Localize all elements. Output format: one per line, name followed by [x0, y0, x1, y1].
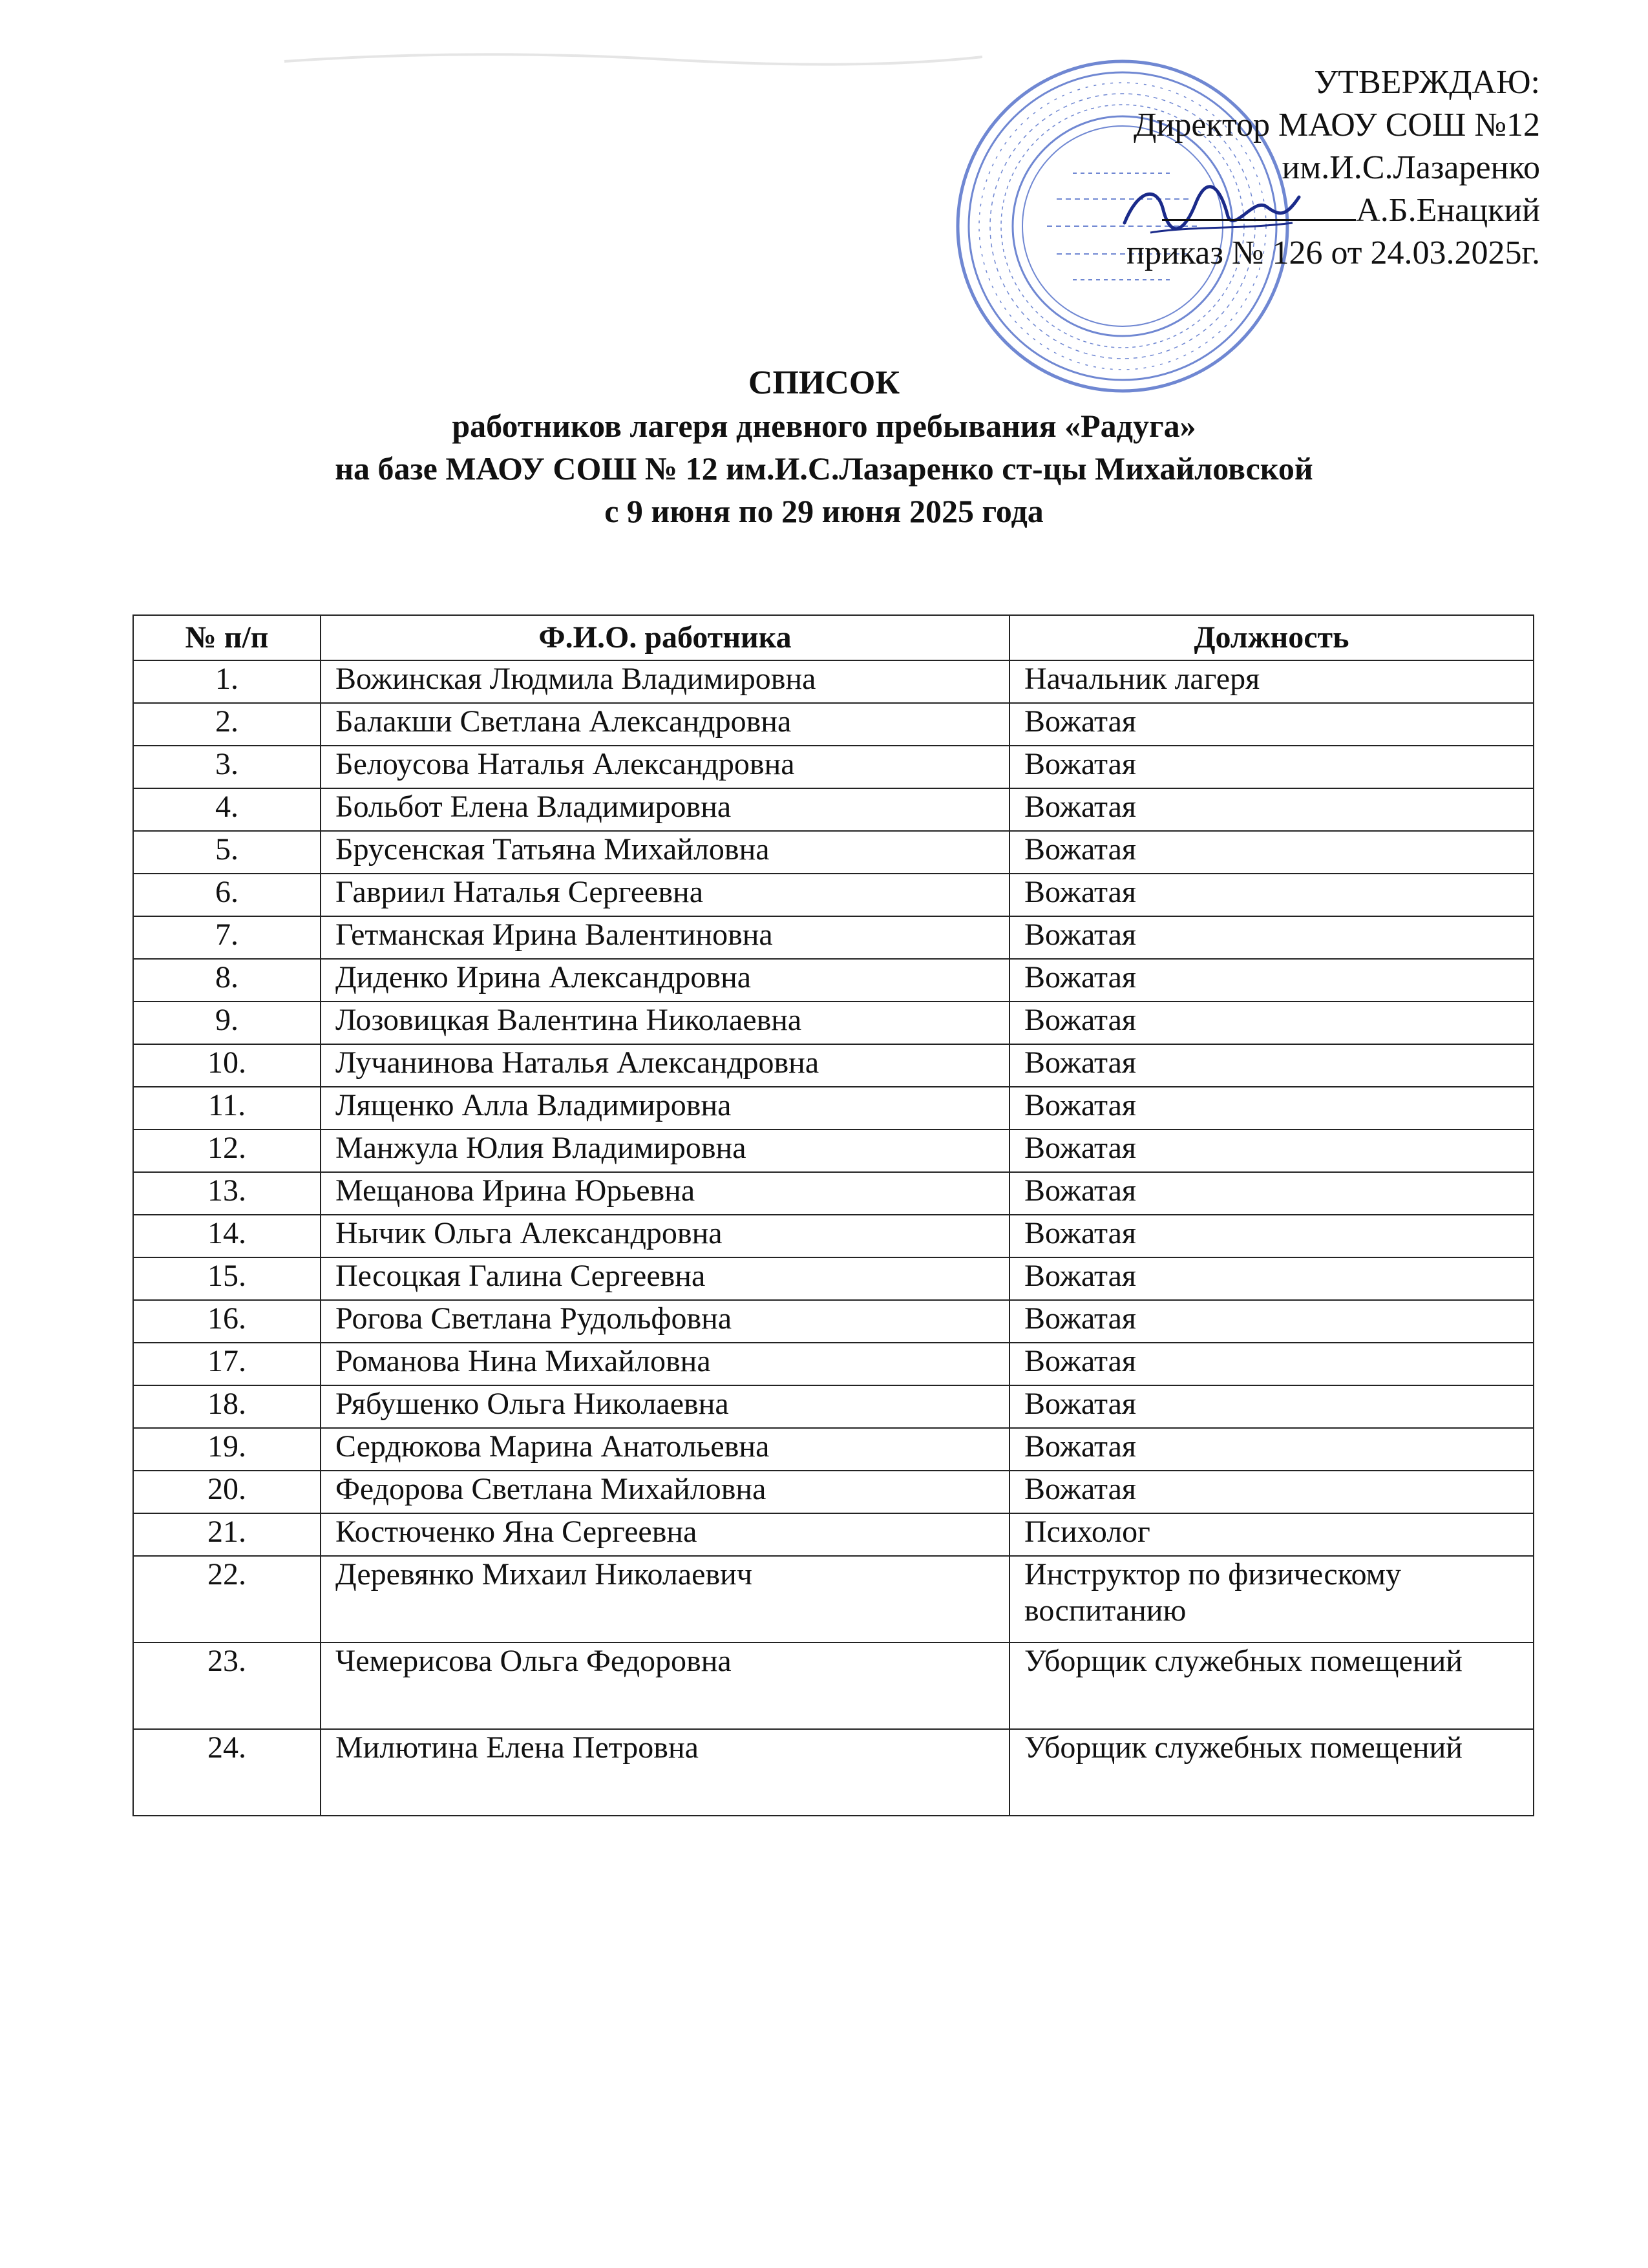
row-number: 23. — [133, 1643, 321, 1729]
row-number: 22. — [133, 1556, 321, 1643]
table-row — [133, 831, 1534, 874]
row-name: Гавриил Наталья Сергеевна — [321, 874, 1009, 916]
row-name: Федорова Светлана Михайловна — [321, 1471, 1009, 1513]
table-row — [133, 1471, 1534, 1513]
row-name: Белоусова Наталья Александровна — [321, 746, 1009, 788]
approval-signatory-line — [958, 189, 1540, 232]
row-position: Уборщик служебных помещений — [1009, 1729, 1534, 1816]
row-number: 17. — [133, 1343, 321, 1385]
row-name: Костюченко Яна Сергеевна — [321, 1513, 1009, 1556]
document-title-block — [0, 362, 1648, 532]
row-name: Лященко Алла Владимировна — [321, 1087, 1009, 1129]
approval-order: приказ № 126 от 24.03.2025г. — [1126, 235, 1540, 271]
row-name: Лозовицкая Валентина Николаевна — [321, 1002, 1009, 1044]
row-position: Вожатая — [1009, 1129, 1534, 1172]
approval-position: Директор МАОУ СОШ №12 — [1134, 107, 1540, 143]
row-position: Вожатая — [1009, 1002, 1534, 1044]
table-row — [133, 874, 1534, 916]
table-row — [133, 1087, 1534, 1129]
row-number: 10. — [133, 1044, 321, 1087]
row-name: Вожинская Людмила Владимировна — [321, 660, 1009, 703]
table-row — [133, 916, 1534, 959]
row-position: Начальник лагеря — [1009, 660, 1534, 703]
row-name: Песоцкая Галина Сергеевна — [321, 1257, 1009, 1300]
row-number: 19. — [133, 1428, 321, 1471]
row-number: 21. — [133, 1513, 321, 1556]
row-name: Рябушенко Ольга Николаевна — [321, 1385, 1009, 1428]
row-number: 6. — [133, 874, 321, 916]
table-row — [133, 1129, 1534, 1172]
row-position: Вожатая — [1009, 874, 1534, 916]
row-number: 13. — [133, 1172, 321, 1215]
table-row — [133, 1215, 1534, 1257]
row-number: 11. — [133, 1087, 321, 1129]
row-name: Балакши Светлана Александровна — [321, 703, 1009, 746]
row-position: Вожатая — [1009, 1300, 1534, 1343]
row-name: Мещанова Ирина Юрьевна — [321, 1172, 1009, 1215]
row-position: Психолог — [1009, 1513, 1534, 1556]
row-position: Вожатая — [1009, 746, 1534, 788]
table-row — [133, 1343, 1534, 1385]
row-number: 1. — [133, 660, 321, 703]
row-name: Милютина Елена Петровна — [321, 1729, 1009, 1816]
row-number: 14. — [133, 1215, 321, 1257]
table-row — [133, 1428, 1534, 1471]
header-name: Ф.И.О. работника — [321, 615, 1009, 660]
table-row — [133, 660, 1534, 703]
row-number: 24. — [133, 1729, 321, 1816]
row-name: Лучанинова Наталья Александровна — [321, 1044, 1009, 1087]
row-position: Вожатая — [1009, 788, 1534, 831]
table-row — [133, 1172, 1534, 1215]
approval-signatory: А.Б.Енацкий — [1356, 192, 1540, 229]
document-title: СПИСОК — [748, 364, 900, 401]
row-name: Романова Нина Михайловна — [321, 1343, 1009, 1385]
approval-heading: УТВЕРЖДАЮ: — [1314, 64, 1540, 101]
row-number: 2. — [133, 703, 321, 746]
row-position: Вожатая — [1009, 1385, 1534, 1428]
row-position: Вожатая — [1009, 1215, 1534, 1257]
document-subtitle-1: работников лагеря дневного пребывания «Радуга» — [452, 408, 1196, 444]
row-number: 4. — [133, 788, 321, 831]
document-subtitle-3: с 9 июня по 29 июня 2025 года — [604, 493, 1044, 529]
header-num: № п/п — [133, 615, 321, 660]
table-row — [133, 1513, 1534, 1556]
row-name: Манжула Юлия Владимировна — [321, 1129, 1009, 1172]
approval-block — [958, 61, 1540, 275]
row-position: Уборщик служебных помещений — [1009, 1643, 1534, 1729]
table-row — [133, 703, 1534, 746]
row-position: Вожатая — [1009, 1471, 1534, 1513]
row-position: Вожатая — [1009, 703, 1534, 746]
row-position: Вожатая — [1009, 1044, 1534, 1087]
row-number: 16. — [133, 1300, 321, 1343]
row-name: Диденко Ирина Александровна — [321, 959, 1009, 1002]
row-number: 8. — [133, 959, 321, 1002]
table-row — [133, 1300, 1534, 1343]
row-name: Сердюкова Марина Анатольевна — [321, 1428, 1009, 1471]
row-position: Вожатая — [1009, 916, 1534, 959]
row-number: 20. — [133, 1471, 321, 1513]
row-position: Вожатая — [1009, 1087, 1534, 1129]
row-number: 9. — [133, 1002, 321, 1044]
row-position: Вожатая — [1009, 959, 1534, 1002]
row-number: 15. — [133, 1257, 321, 1300]
row-name: Больбот Елена Владимировна — [321, 788, 1009, 831]
table-row — [133, 1044, 1534, 1087]
row-number: 12. — [133, 1129, 321, 1172]
document-subtitle-2: на базе МАОУ СОШ № 12 им.И.С.Лазаренко ст-цы Михайловской — [335, 450, 1313, 487]
table-row — [133, 1002, 1534, 1044]
row-name: Брусенская Татьяна Михайловна — [321, 831, 1009, 874]
table-row — [133, 788, 1534, 831]
table-row — [133, 1385, 1534, 1428]
table-body — [133, 660, 1534, 1816]
row-position: Вожатая — [1009, 1428, 1534, 1471]
row-position: Инструктор по физическому воспитанию — [1009, 1556, 1534, 1643]
table-row — [133, 1556, 1534, 1643]
approval-school-name: им.И.С.Лазаренко — [1282, 149, 1540, 186]
signature-blank-line — [1162, 191, 1356, 221]
table-row — [133, 1257, 1534, 1300]
row-number: 3. — [133, 746, 321, 788]
row-position: Вожатая — [1009, 831, 1534, 874]
table-row — [133, 1729, 1534, 1816]
row-number: 7. — [133, 916, 321, 959]
row-name: Нычик Ольга Александровна — [321, 1215, 1009, 1257]
header-position: Должность — [1009, 615, 1534, 660]
table-header-row — [133, 615, 1534, 660]
table-row — [133, 1643, 1534, 1729]
row-name: Чемерисова Ольга Федоровна — [321, 1643, 1009, 1729]
row-name: Рогова Светлана Рудольфовна — [321, 1300, 1009, 1343]
table-row — [133, 746, 1534, 788]
staff-table — [132, 614, 1534, 1816]
row-position: Вожатая — [1009, 1257, 1534, 1300]
row-position: Вожатая — [1009, 1172, 1534, 1215]
row-number: 18. — [133, 1385, 321, 1428]
row-number: 5. — [133, 831, 321, 874]
scan-artifact — [278, 45, 989, 71]
table-row — [133, 959, 1534, 1002]
row-position: Вожатая — [1009, 1343, 1534, 1385]
row-name: Деревянко Михаил Николаевич — [321, 1556, 1009, 1643]
row-name: Гетманская Ирина Валентиновна — [321, 916, 1009, 959]
